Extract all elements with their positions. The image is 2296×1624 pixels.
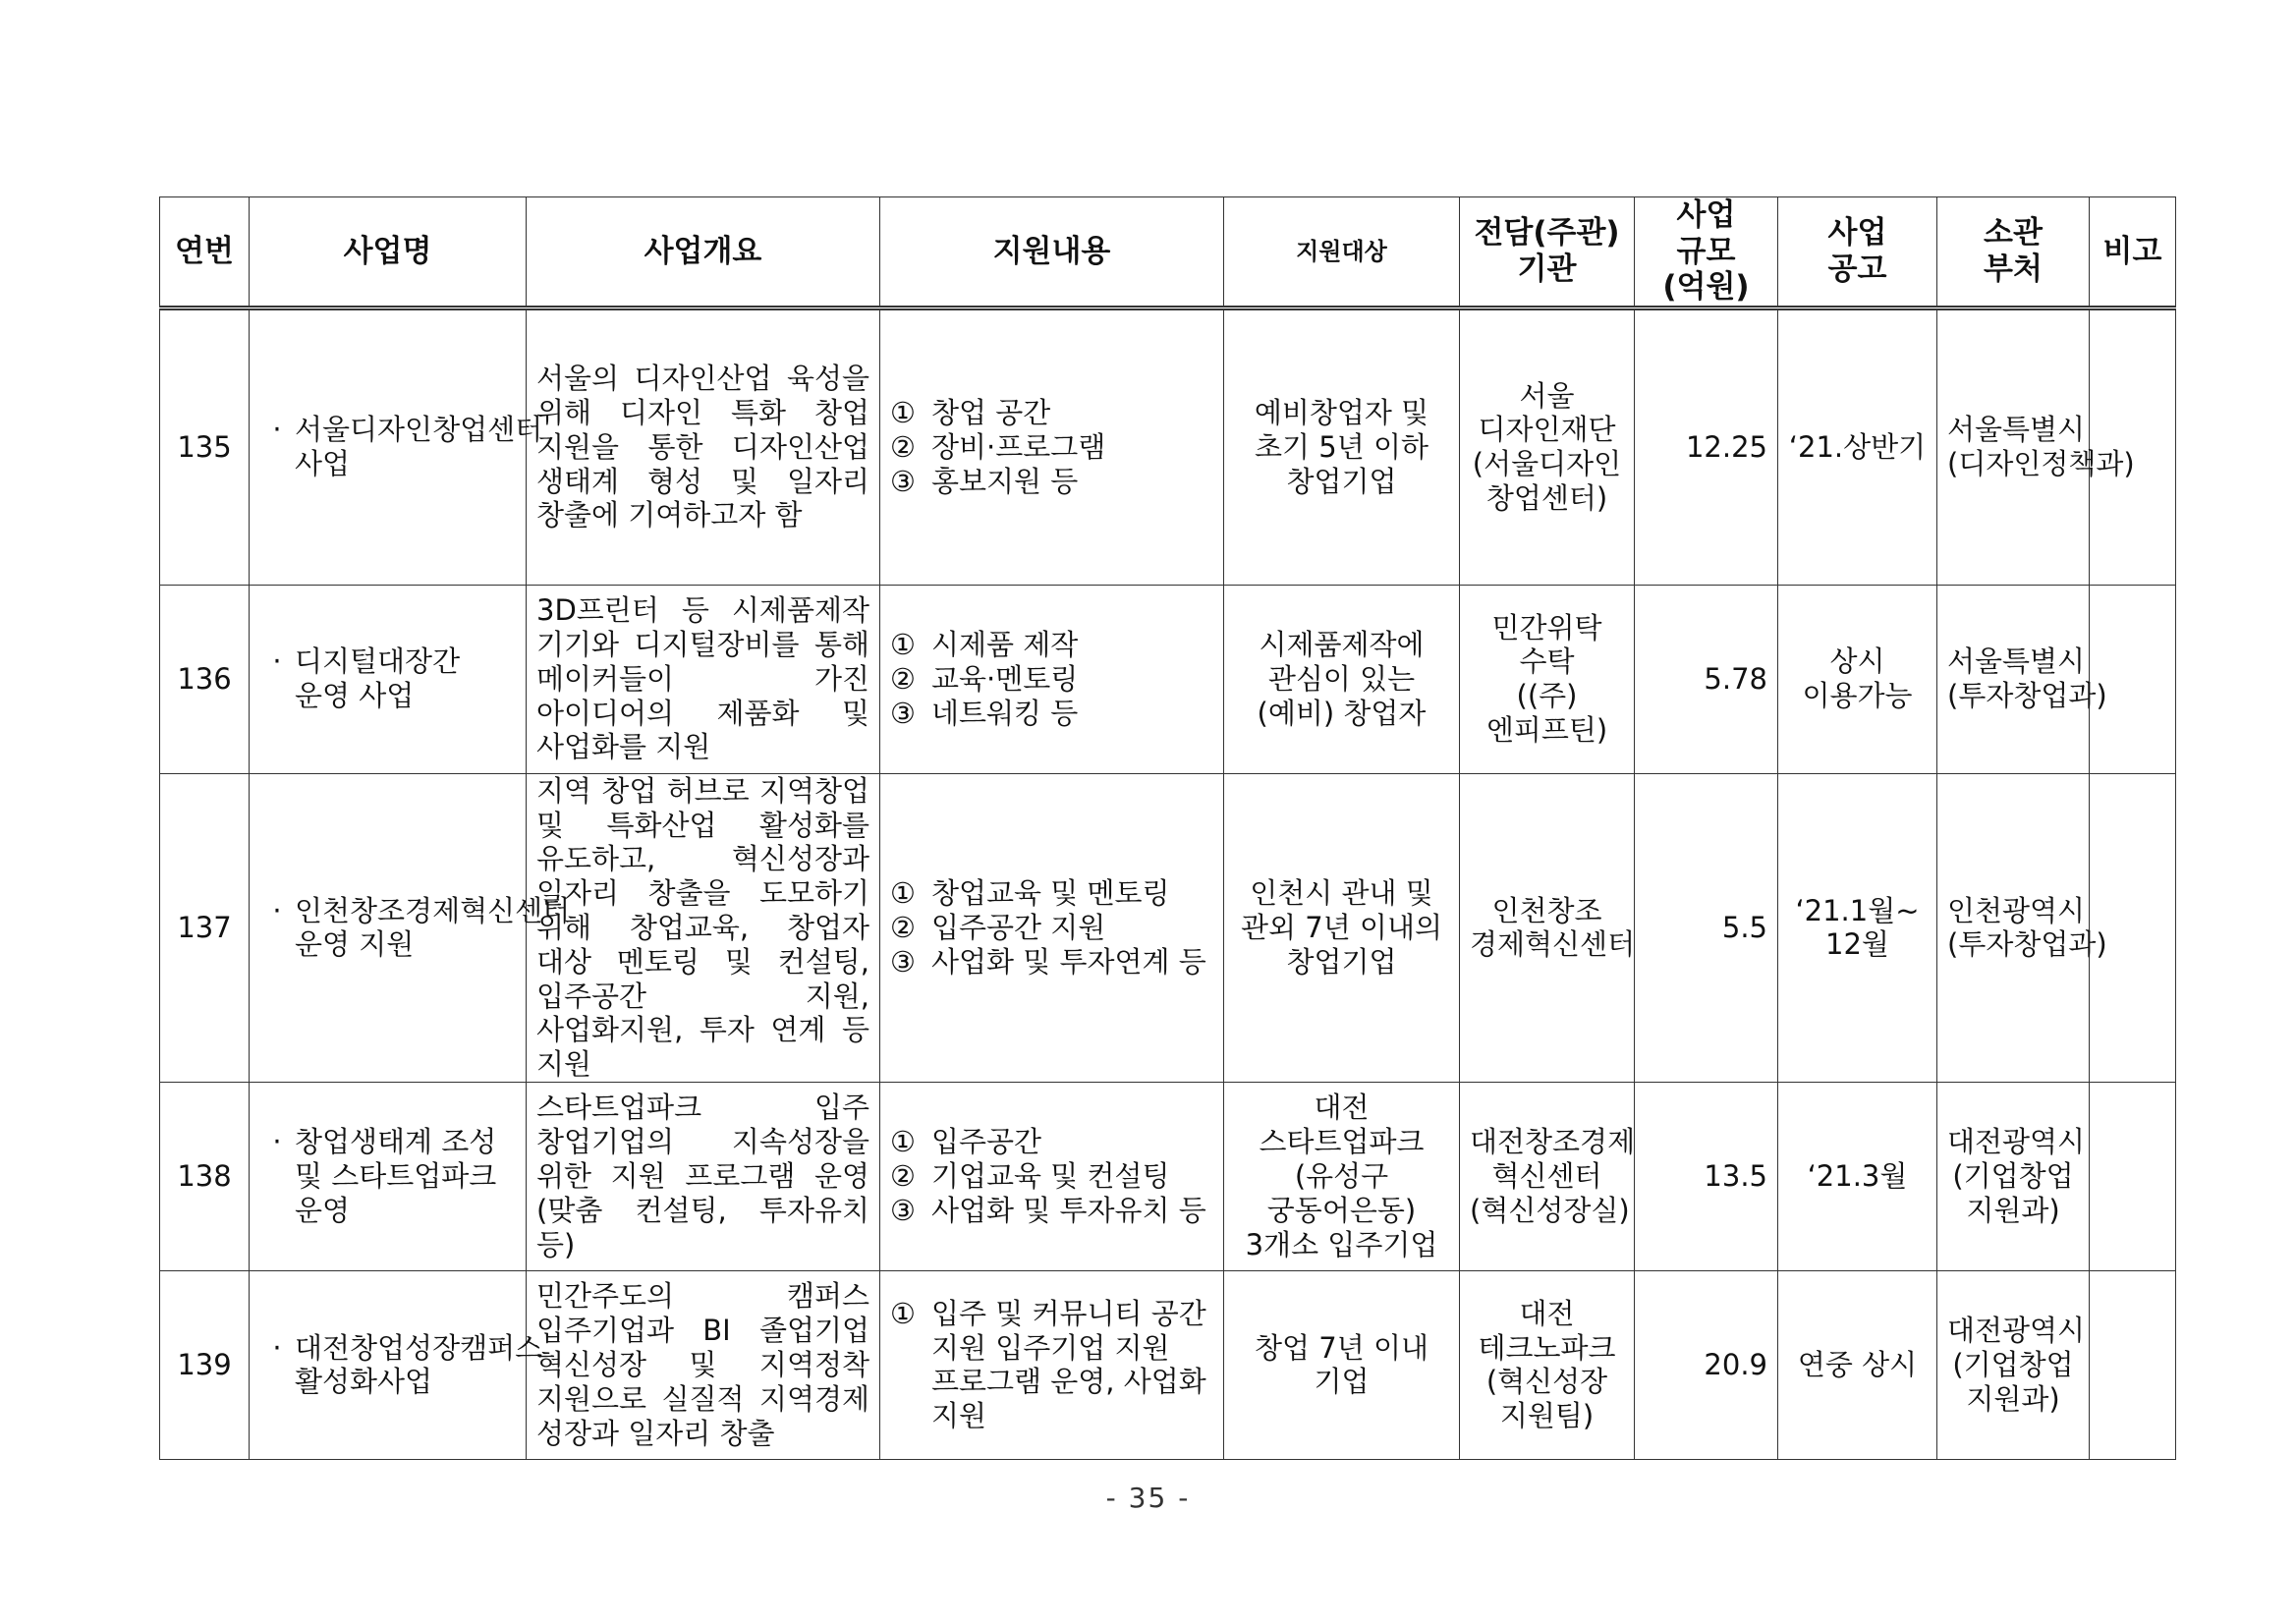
circled-number: ③ xyxy=(890,1193,916,1227)
business-name: 인천창조경제혁신센터 운영 지원 xyxy=(295,893,571,962)
support-text: 기업교육 및 컨설팅 xyxy=(931,1159,1170,1193)
ministry: 서울특별시 (투자창업과) xyxy=(1937,585,2090,773)
managing-agency: 서울 디자인재단 (서울디자인 창업센터) xyxy=(1460,308,1635,585)
circled-number: ① xyxy=(890,1296,916,1330)
business-overview: 3D프린터 등 시제품제작 기기와 디지털장비를 통해 메이커들이 가진 아이디어의 제품화 및 사업화를 지원 xyxy=(527,585,880,773)
support-item xyxy=(890,396,1213,430)
support-text: 창업 공간 xyxy=(931,396,1051,430)
header-name: 사업명 xyxy=(250,197,527,308)
business-notice: ‘21.상반기 xyxy=(1778,308,1937,585)
bullet-icon: · xyxy=(272,413,282,447)
row-number: 139 xyxy=(160,1270,250,1459)
table-row xyxy=(160,308,2176,585)
business-notice: 상시 이용가능 xyxy=(1778,585,1937,773)
row-number: 137 xyxy=(160,773,250,1082)
business-overview: 지역 창업 허브로 지역창업 및 특화산업 활성화를 유도하고, 혁신성장과 일자리 창출을 도모하기 위해 창업교육, 창업자 대상 멘토링 및 컨설팅, 입주공간 지원, 사업화지원, 투자 연계 등 지원 xyxy=(527,773,880,1082)
support-item xyxy=(890,876,1213,911)
support-content-cell xyxy=(880,1270,1224,1459)
business-table xyxy=(159,196,2176,1460)
support-item xyxy=(890,628,1213,662)
header-agency: 전담(주관) 기관 xyxy=(1460,197,1635,308)
support-item xyxy=(890,465,1213,499)
row-number: 136 xyxy=(160,585,250,773)
support-item xyxy=(890,662,1213,697)
business-overview: 스타트업파크 입주 창업기업의 지속성장을 위한 지원 프로그램 운영(맞춤 컨설팅, 투자유치 등) xyxy=(527,1082,880,1270)
support-content-cell xyxy=(880,773,1224,1082)
row-number: 135 xyxy=(160,308,250,585)
support-content-cell xyxy=(880,585,1224,773)
support-text: 사업화 및 투자연계 등 xyxy=(931,944,1206,979)
managing-agency: 인천창조 경제혁신센터 xyxy=(1460,773,1635,1082)
support-text: 교육·멘토링 xyxy=(931,661,1079,696)
support-item xyxy=(890,1297,1213,1433)
ministry: 대전광역시 (기업창업 지원과) xyxy=(1937,1082,2090,1270)
bullet-icon: · xyxy=(272,893,282,927)
business-notice: 연중 상시 xyxy=(1778,1270,1937,1459)
business-name: 창업생태계 조성 및 스타트업파크 운영 xyxy=(295,1125,497,1227)
support-text: 창업교육 및 멘토링 xyxy=(931,876,1170,911)
bullet-icon: · xyxy=(272,1125,282,1159)
business-name: 대전창업성장캠퍼스 활성화사업 xyxy=(295,1330,543,1399)
business-name-cell xyxy=(250,773,571,1082)
circled-number: ② xyxy=(890,661,916,696)
business-name-cell xyxy=(250,1082,527,1270)
business-name-cell xyxy=(250,585,527,773)
support-content-cell xyxy=(880,1082,1224,1270)
support-item xyxy=(890,911,1213,945)
circled-number: ① xyxy=(890,1125,916,1159)
support-target: 대전 스타트업파크 (유성구 궁동어은동) 3개소 입주기업 xyxy=(1224,1082,1460,1270)
support-item xyxy=(890,697,1213,731)
support-text: 홍보지원 등 xyxy=(931,464,1079,498)
table-row xyxy=(160,773,2176,1082)
bullet-icon: · xyxy=(272,644,282,679)
note xyxy=(2090,1082,2176,1270)
header-overview: 사업개요 xyxy=(527,197,880,308)
support-text: 입주공간 지원 xyxy=(931,910,1106,944)
support-target: 시제품제작에 관심이 있는 (예비) 창업자 xyxy=(1224,585,1460,773)
circled-number: ② xyxy=(890,910,916,944)
support-text: 네트워킹 등 xyxy=(931,696,1079,730)
business-name-cell xyxy=(250,1270,543,1459)
ministry: 서울특별시 (디자인정책과) xyxy=(1937,308,2090,585)
circled-number: ① xyxy=(890,628,916,662)
header-note: 비고 xyxy=(2090,197,2176,308)
support-item xyxy=(890,1159,1213,1194)
business-scale: 5.78 xyxy=(1635,585,1778,773)
support-target: 인천시 관내 및 관외 7년 이내의 창업기업 xyxy=(1224,773,1460,1082)
support-item xyxy=(890,945,1213,980)
circled-number: ② xyxy=(890,1159,916,1193)
managing-agency: 민간위탁 수탁 ((주)엔피프틴) xyxy=(1460,585,1635,773)
table-row xyxy=(160,1270,2176,1459)
circled-number: ③ xyxy=(890,464,916,498)
circled-number: ① xyxy=(890,876,916,911)
header-support: 지원내용 xyxy=(880,197,1224,308)
support-list xyxy=(890,396,1213,498)
support-list xyxy=(890,876,1213,979)
support-target: 창업 7년 이내 기업 xyxy=(1224,1270,1460,1459)
header-notice: 사업 공고 xyxy=(1778,197,1937,308)
business-overview: 민간주도의 캠퍼스 입주기업과 BI 졸업기업 혁신성장 및 지역정착 지원으로 실질적 지역경제 성장과 일자리 창출 xyxy=(527,1270,880,1459)
business-scale: 5.5 xyxy=(1635,773,1778,1082)
bullet-icon: · xyxy=(272,1330,282,1365)
support-item xyxy=(890,1194,1213,1228)
header-target: 지원대상 xyxy=(1224,197,1460,308)
business-scale: 12.25 xyxy=(1635,308,1778,585)
managing-agency: 대전창조경제 혁신센터 (혁신성장실) xyxy=(1460,1082,1635,1270)
support-target: 예비창업자 및 초기 5년 이하 창업기업 xyxy=(1224,308,1460,585)
managing-agency: 대전 테크노파크 (혁신성장 지원팀) xyxy=(1460,1270,1635,1459)
support-text: 사업화 및 투자유치 등 xyxy=(931,1193,1206,1227)
business-scale: 20.9 xyxy=(1635,1270,1778,1459)
note xyxy=(2090,1270,2176,1459)
support-text: 시제품 제작 xyxy=(931,628,1079,662)
ministry: 인천광역시 (투자창업과) xyxy=(1937,773,2090,1082)
business-overview: 서울의 디자인산업 육성을 위해 디자인 특화 창업 지원을 통한 디자인산업 생태계 형성 및 일자리 창출에 기여하고자 함 xyxy=(527,308,880,585)
support-item xyxy=(890,430,1213,465)
business-name-cell xyxy=(250,308,543,585)
circled-number: ③ xyxy=(890,696,916,730)
support-text: 입주공간 xyxy=(931,1125,1042,1159)
row-number: 138 xyxy=(160,1082,250,1270)
support-list xyxy=(890,1125,1213,1227)
business-name: 디지털대장간 운영 사업 xyxy=(295,644,461,713)
circled-number: ② xyxy=(890,429,916,464)
support-text: 입주 및 커뮤니티 공간 지원 입주기업 지원 프로그램 운영, 사업화 지원 xyxy=(931,1296,1206,1433)
business-name: 서울디자인창업센터 사업 xyxy=(295,413,543,481)
business-notice: ‘21.3월 xyxy=(1778,1082,1937,1270)
header-ministry: 소관 부처 xyxy=(1937,197,2090,308)
header-scale: 사업 규모 (억원) xyxy=(1635,197,1778,308)
business-notice: ‘21.1월~ 12월 xyxy=(1778,773,1937,1082)
support-item xyxy=(890,1125,1213,1159)
table-row xyxy=(160,1082,2176,1270)
circled-number: ① xyxy=(890,396,916,430)
support-content-cell xyxy=(880,308,1224,585)
support-list xyxy=(890,628,1213,730)
circled-number: ③ xyxy=(890,944,916,979)
note xyxy=(2090,308,2176,585)
business-scale: 13.5 xyxy=(1635,1082,1778,1270)
table-header-row xyxy=(160,197,2176,308)
support-list xyxy=(890,1297,1213,1433)
page-number: - 35 - xyxy=(1105,1482,1191,1514)
ministry: 대전광역시 (기업창업 지원과) xyxy=(1937,1270,2090,1459)
table-row xyxy=(160,585,2176,773)
header-no: 연번 xyxy=(160,197,250,308)
support-text: 장비·프로그램 xyxy=(931,429,1106,464)
